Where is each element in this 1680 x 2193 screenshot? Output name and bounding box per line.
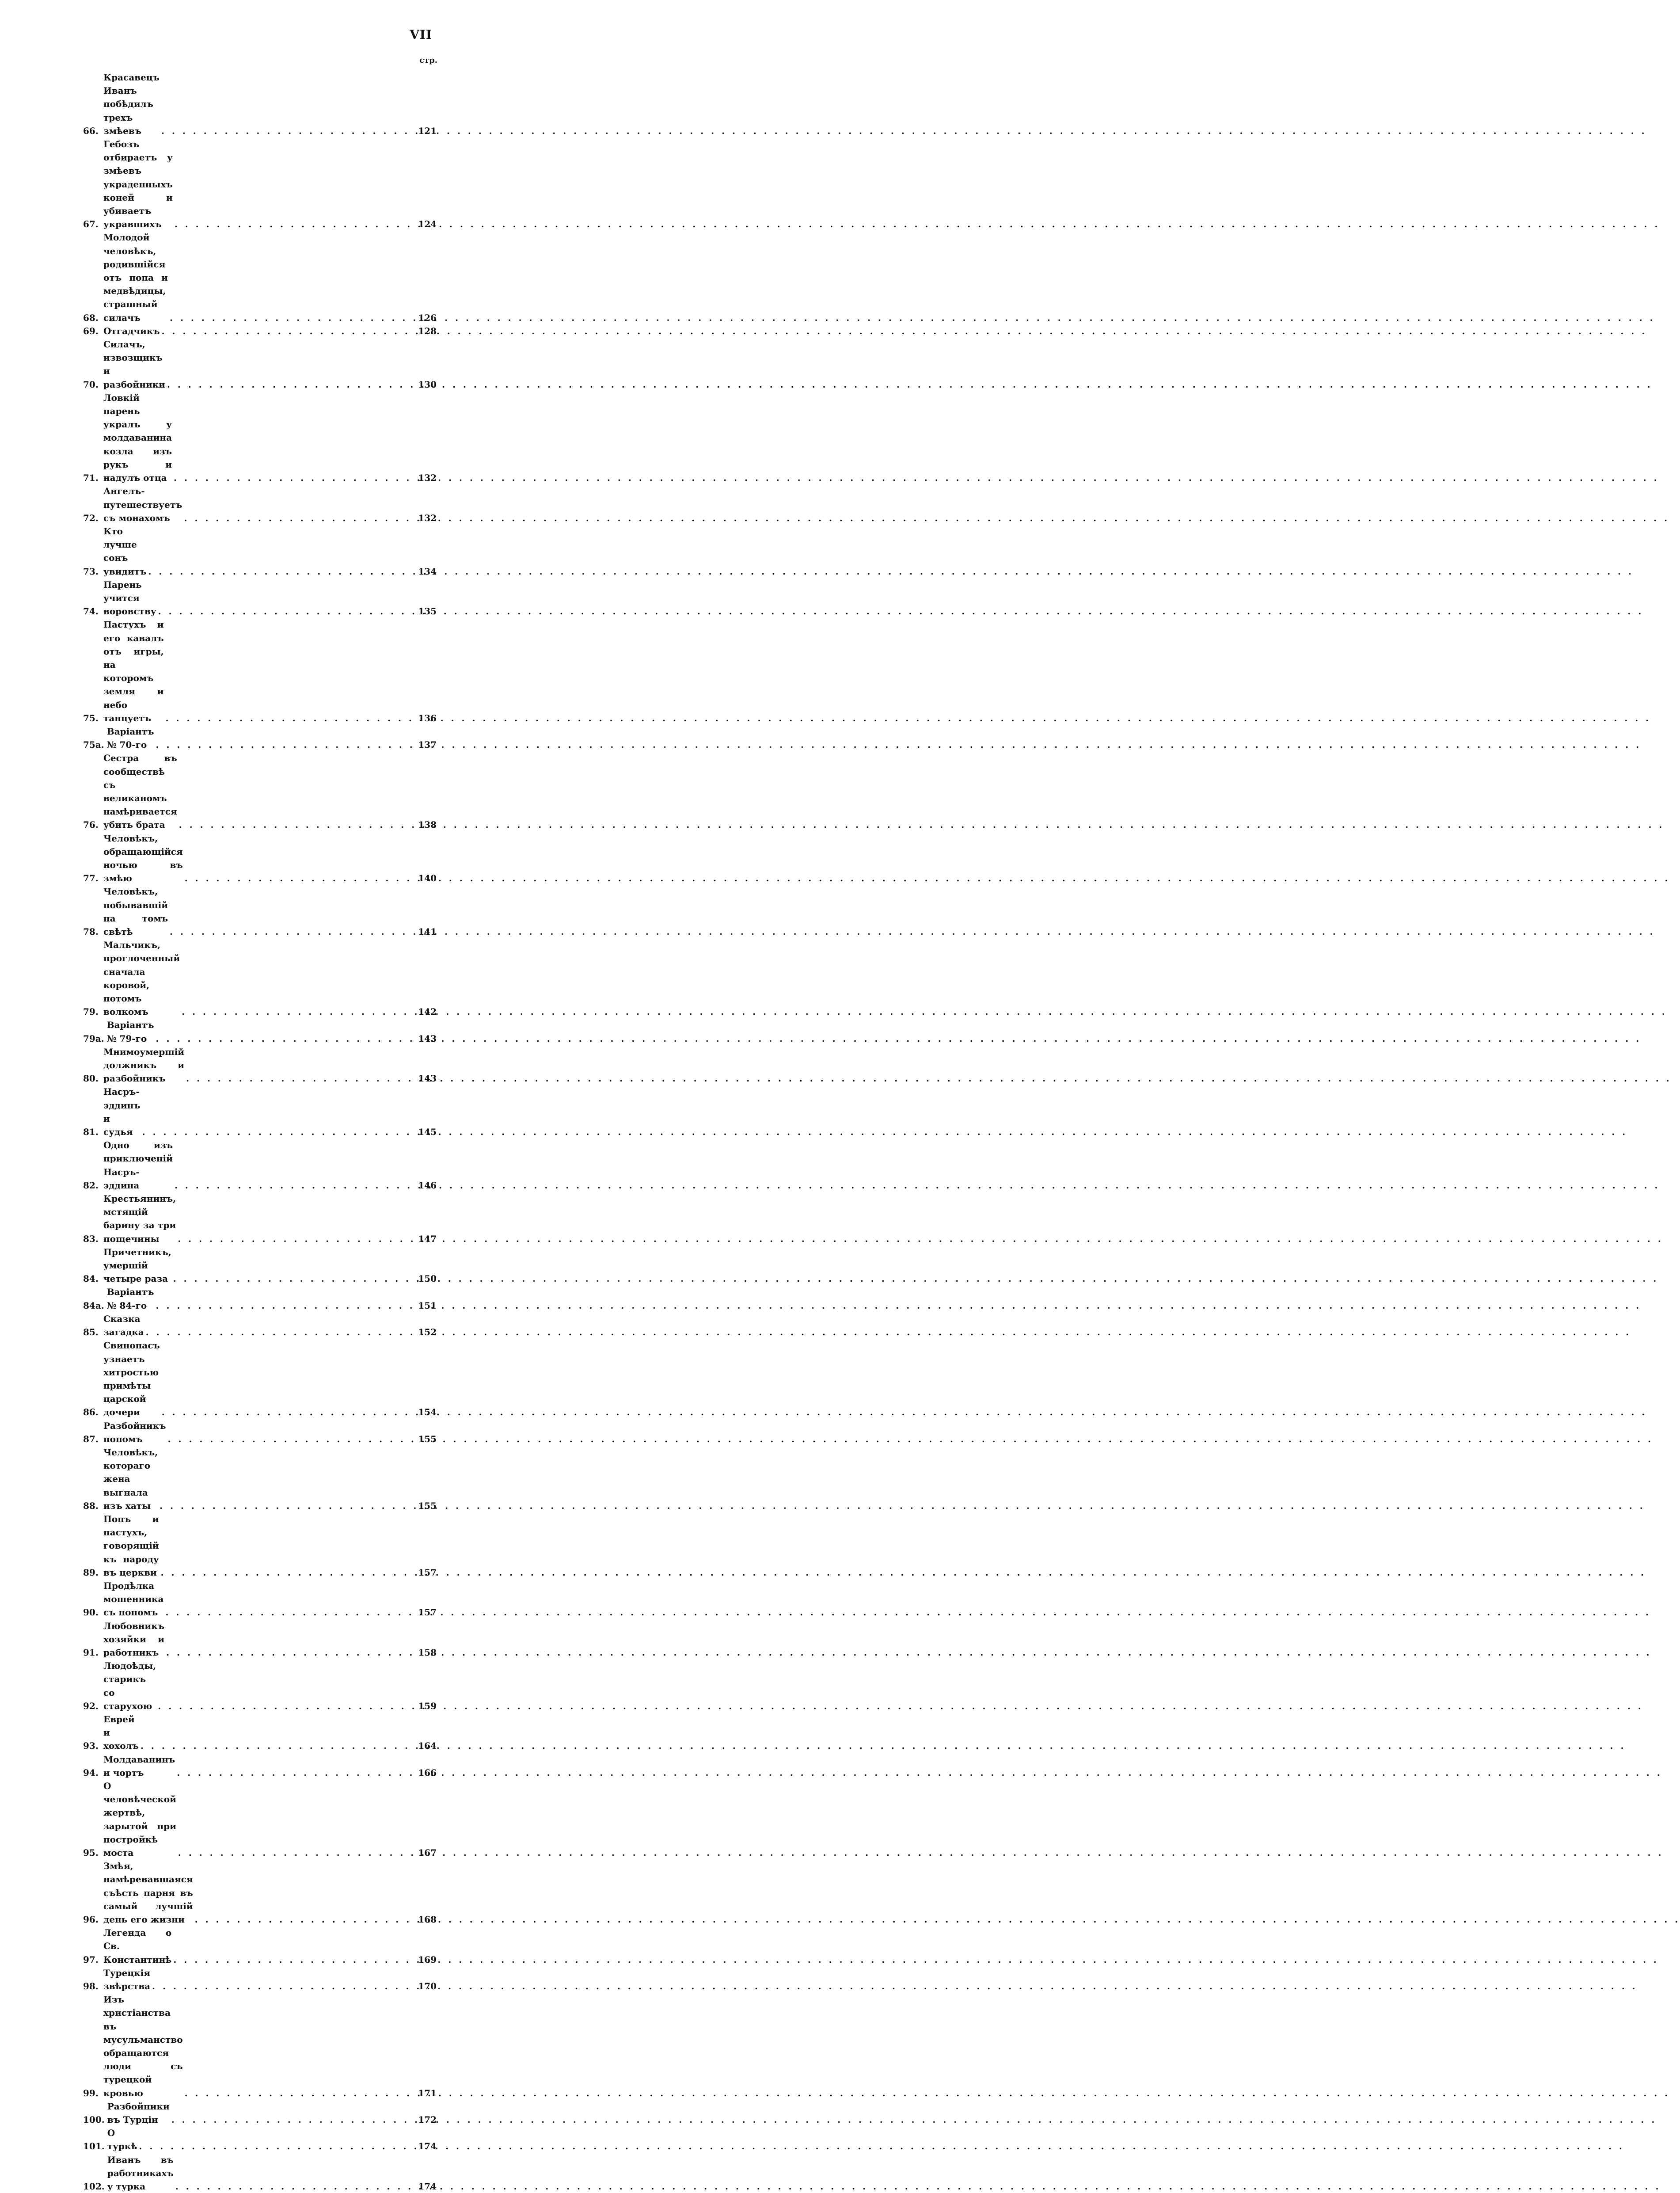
toc-entry-number: 84а. — [83, 1300, 104, 1311]
dot-leader — [170, 311, 416, 324]
dot-leader — [166, 1646, 416, 1659]
toc-entry-title: Свинопасъ узнаетъ хитростью примѣты царской дочери — [103, 1340, 160, 1418]
dot-leader — [162, 1405, 417, 1419]
toc-entry-title: Продѣлка мошенника съ попомъ — [103, 1580, 164, 1618]
toc-entry-page: 157 — [418, 1567, 437, 1578]
toc-entry-title: Одно изъ приключеній Насръ-эддина — [103, 1140, 173, 1191]
toc-entry-number: 81. — [83, 1127, 99, 1138]
toc-entry-number: 96. — [83, 1914, 99, 1925]
toc-entry — [83, 1619, 437, 1660]
toc-entry-number: 100. — [83, 2114, 105, 2125]
toc-entry-body — [103, 338, 418, 391]
toc-entry-body — [103, 1859, 418, 1926]
toc-entry — [83, 1713, 437, 1753]
dot-leader — [175, 2180, 416, 2193]
toc-entry-page: 164 — [418, 1740, 437, 1751]
toc-entry — [83, 1245, 437, 1286]
toc-entry-number: 71. — [83, 472, 99, 484]
toc-entry-body — [103, 391, 418, 484]
toc-entry — [83, 1018, 437, 1045]
toc-entry-page: 157 — [418, 1607, 437, 1618]
toc-entry-title: Насръ-эддинъ и судья — [103, 1086, 141, 1138]
dot-leader — [161, 124, 416, 137]
toc-entry-title: Попъ и пастухъ, говорящій къ народу въ церкви — [103, 1513, 159, 1578]
toc-entry-page: 146 — [418, 1180, 437, 1191]
toc-entry — [83, 1926, 437, 1966]
dot-leader — [177, 1766, 416, 1779]
dot-leader — [162, 324, 417, 338]
toc-entry-number: 93. — [83, 1740, 99, 1751]
toc-entry-title: О человѣческой жертвѣ, зарытой при постройкѣ моста — [103, 1781, 176, 1858]
toc-entry-number: 94. — [83, 1767, 99, 1778]
toc-entry — [83, 1285, 437, 1312]
toc-entry-number: 88. — [83, 1500, 99, 1511]
toc-entry-body — [107, 2126, 418, 2153]
toc-entry-body — [103, 1446, 418, 1512]
toc-entry-body — [103, 484, 418, 525]
table-of-contents — [83, 71, 437, 2193]
toc-entry-body — [103, 71, 418, 137]
toc-entry-body — [103, 1926, 418, 1966]
toc-entry-body — [103, 1779, 418, 1859]
toc-entry-title: Человѣкъ, обращающійся ночью въ змѣю — [103, 833, 183, 884]
dot-leader — [158, 1699, 416, 1713]
toc-entry-page: 174 — [418, 2141, 437, 2152]
dot-leader — [173, 1272, 417, 1285]
toc-entry-body — [103, 1085, 418, 1138]
toc-entry-page: 128 — [418, 325, 437, 336]
toc-entry-body — [103, 137, 418, 231]
toc-entry-page: 166 — [418, 1767, 437, 1778]
dot-leader — [173, 1953, 416, 1966]
toc-entry-number: 95. — [83, 1847, 99, 1858]
toc-entry-body — [103, 751, 418, 831]
dot-leader — [182, 1005, 416, 1018]
toc-entry — [83, 71, 437, 137]
toc-entry-number: 90. — [83, 1607, 99, 1618]
toc-entry-body — [103, 1993, 418, 2100]
toc-entry-body — [103, 1312, 418, 1339]
toc-entry-page: 137 — [418, 739, 437, 750]
toc-entry-title: Людоѣды, старикъ со старухою — [103, 1660, 156, 1711]
toc-entry-body — [103, 324, 418, 338]
toc-entry-number: 85. — [83, 1327, 99, 1338]
toc-entry — [83, 1045, 437, 1085]
toc-entry-body — [103, 1419, 418, 1446]
dot-leader — [184, 511, 417, 525]
toc-entry-page: 136 — [418, 712, 437, 723]
toc-entry-number: 83. — [83, 1233, 99, 1244]
dot-leader — [195, 1913, 417, 1926]
toc-entry — [83, 1512, 437, 1579]
toc-entry-title: Мальчикъ, проглоченный сначала коровой, потомъ волкомъ — [103, 940, 180, 1017]
toc-entry-title: Силачъ, извозщикъ и разбойники — [103, 339, 165, 390]
page-column-label: стр. — [419, 56, 437, 65]
toc-entry-title: Человѣкъ, котораго жена выгнала изъ хаты — [103, 1447, 158, 1511]
toc-entry-title: О туркѣ — [107, 2128, 137, 2152]
toc-entry-page: 158 — [418, 1647, 437, 1658]
toc-entry-number: 70. — [83, 379, 99, 390]
toc-entry-number: 79. — [83, 1006, 99, 1017]
toc-entry-page: 143 — [418, 1033, 437, 1044]
toc-entry-page: 130 — [418, 379, 437, 390]
toc-entry-title: Разбойникъ попомъ — [103, 1420, 166, 1444]
toc-entry-body — [103, 1966, 418, 1993]
dot-leader — [168, 1432, 417, 1446]
toc-entry-title: Сестра въ сообществѣ съ великаномъ намѣривается убить брата — [103, 753, 177, 830]
dot-leader — [156, 1299, 417, 1312]
toc-entry-body — [103, 938, 418, 1018]
toc-entry-page: 143 — [418, 1073, 437, 1084]
toc-entry-number: 66. — [83, 125, 99, 136]
dot-leader — [175, 217, 416, 231]
toc-entry-page: 135 — [418, 606, 437, 617]
toc-entry-title: Крестьянинъ, мстящій барину за три пощечины — [103, 1193, 176, 1244]
dot-leader — [141, 1739, 416, 1752]
dot-leader — [174, 471, 416, 484]
toc-entry-page: 132 — [418, 512, 437, 523]
toc-entry-page: 152 — [418, 1327, 437, 1338]
toc-entry-page: 147 — [418, 1233, 437, 1244]
toc-entry — [83, 1659, 437, 1713]
toc-entry-page: 124 — [418, 219, 437, 230]
toc-entry — [83, 1579, 437, 1619]
toc-entry-body — [103, 1245, 418, 1286]
toc-entry — [83, 1753, 437, 1779]
dot-leader — [165, 1606, 416, 1619]
toc-entry-title: Иванъ въ работникахъ у турка — [107, 2154, 174, 2192]
toc-entry-number: 78. — [83, 926, 99, 937]
toc-entry — [83, 2153, 437, 2193]
toc-entry — [83, 1779, 437, 1859]
dot-leader — [161, 1566, 417, 1579]
toc-entry-page: 169 — [418, 1954, 437, 1965]
toc-entry-body — [107, 2100, 418, 2126]
toc-entry-number: 87. — [83, 1433, 99, 1444]
toc-entry-page: 159 — [418, 1700, 437, 1711]
toc-entry-number: 79а. — [83, 1033, 104, 1044]
toc-entry-number: 75. — [83, 712, 99, 723]
dot-leader — [179, 818, 416, 831]
toc-entry-title: Изъ христіанства въ мусульманство обращаются люди съ турецкой кровью — [103, 1994, 183, 2098]
dot-leader — [160, 1499, 416, 1512]
toc-entry-body — [103, 1339, 418, 1419]
toc-entry — [83, 1446, 437, 1512]
toc-entry-body — [103, 231, 418, 324]
toc-entry-page: 151 — [418, 1300, 437, 1311]
toc-entry — [83, 1312, 437, 1339]
toc-entry-page: 170 — [418, 1981, 437, 1992]
toc-entry-number: 75а. — [83, 739, 104, 750]
toc-entry-title: Еврей и хохолъ — [103, 1713, 139, 1751]
toc-entry-page: 154 — [418, 1407, 437, 1418]
toc-entry — [83, 1192, 437, 1245]
toc-entry-number: 82. — [83, 1180, 99, 1191]
dot-leader — [170, 925, 416, 938]
toc-entry-page: 145 — [418, 1127, 437, 1138]
toc-entry-page: 167 — [418, 1847, 437, 1858]
toc-entry-body — [107, 1285, 418, 1312]
toc-entry-body — [103, 1512, 418, 1579]
toc-entry-page: 171 — [418, 2087, 437, 2098]
toc-entry-number: 86. — [83, 1407, 99, 1418]
toc-entry-title: Красавецъ Иванъ побѣдилъ трехъ змѣевъ — [103, 72, 160, 136]
toc-entry-number: 92. — [83, 1700, 99, 1711]
dot-leader — [171, 2113, 417, 2126]
toc-entry-title: Легенда о Св. Константинѣ — [103, 1927, 172, 1965]
toc-entry — [83, 391, 437, 484]
toc-entry-number: 68. — [83, 312, 99, 323]
toc-entry-title: Ангелъ-путешествуетъ съ монахомъ — [103, 486, 182, 523]
toc-entry-page: 141 — [418, 926, 437, 937]
page-number: VII — [410, 27, 432, 42]
dot-leader — [142, 1125, 417, 1138]
toc-entry-title: Молдаванинъ и чортъ — [103, 1754, 175, 1778]
toc-entry-title: Разбойники въ Турціи — [107, 2101, 170, 2125]
dot-leader — [146, 1325, 417, 1339]
toc-entry-title: Парень учится воровству — [103, 579, 156, 617]
toc-entry-body — [103, 618, 418, 725]
dot-leader — [156, 738, 417, 751]
toc-entry-number: 72. — [83, 512, 99, 523]
toc-entry — [83, 231, 437, 324]
toc-entry — [83, 578, 437, 618]
toc-entry-body — [103, 1045, 418, 1085]
toc-entry — [83, 1085, 437, 1138]
toc-entry-page: 140 — [418, 873, 437, 884]
dot-leader — [185, 2086, 417, 2100]
toc-entry-title: Сказка загадка — [103, 1313, 144, 1338]
dot-leader — [139, 2140, 416, 2153]
toc-entry — [83, 618, 437, 725]
toc-entry-title: Варіантъ № 70-го — [106, 726, 154, 750]
toc-entry — [83, 338, 437, 391]
toc-entry-number: 74. — [83, 606, 99, 617]
toc-entry-body — [103, 1753, 418, 1779]
dot-leader — [178, 1846, 416, 1859]
toc-entry — [83, 751, 437, 831]
toc-entry-body — [107, 725, 418, 751]
dot-leader — [175, 1179, 416, 1192]
toc-entry — [83, 725, 437, 751]
dot-leader — [148, 565, 416, 578]
toc-entry — [83, 2100, 437, 2126]
toc-entry-body — [103, 578, 418, 618]
toc-entry-title: Турецкія звѣрства — [103, 1967, 151, 1992]
toc-entry-number: 67. — [83, 219, 99, 230]
dot-leader — [186, 1072, 416, 1085]
toc-entry-body — [103, 885, 418, 938]
toc-entry-body — [103, 1138, 418, 1192]
toc-entry-title: Пастухъ и его кавалъ отъ игры, на которомъ земля и небо танцуетъ — [103, 619, 164, 723]
toc-entry — [83, 2126, 437, 2153]
toc-entry — [83, 1966, 437, 1993]
toc-entry-number: 73. — [83, 566, 99, 577]
toc-entry-number: 84. — [83, 1273, 99, 1284]
toc-entry-number: 99. — [83, 2087, 99, 2098]
toc-entry-body — [103, 1579, 418, 1619]
toc-entry-body — [107, 1018, 418, 1045]
toc-entry-number: 97. — [83, 1954, 99, 1965]
toc-entry-number: 101. — [83, 2141, 105, 2152]
toc-entry-number: 80. — [83, 1073, 99, 1084]
toc-entry-number: 76. — [83, 819, 99, 830]
toc-entry-title: Гебозъ отбираетъ у змѣевъ украденныхъ коней и убиваетъ укравшихъ — [103, 139, 173, 230]
toc-entry-page: 155 — [418, 1500, 437, 1511]
toc-entry-title: Отгадчикъ — [103, 325, 160, 336]
toc-entry — [83, 525, 437, 578]
toc-entry-title: Варіантъ № 79-го — [106, 1020, 154, 1044]
toc-entry-page: 121 — [418, 125, 437, 136]
toc-entry — [83, 938, 437, 1018]
toc-entry-body — [103, 1619, 418, 1660]
dot-leader — [185, 872, 417, 885]
toc-entry-title: Причетникъ, умершій четыре раза — [103, 1246, 171, 1284]
toc-entry — [83, 885, 437, 938]
toc-entry-title: Змѣя, намѣревавшаяся съѣсть парня въ самый лучшій день его жизни — [103, 1861, 193, 1925]
toc-entry-body — [103, 832, 418, 885]
toc-entry-number: 98. — [83, 1981, 99, 1992]
toc-entry-page: 138 — [418, 819, 437, 830]
toc-entry-page: 134 — [418, 566, 437, 577]
toc-entry — [83, 137, 437, 231]
toc-entry — [83, 1859, 437, 1926]
toc-entry-body — [103, 1659, 418, 1713]
toc-entry — [83, 484, 437, 525]
toc-entry-page: 132 — [418, 472, 437, 484]
toc-entry-title: Ловкій парень укралъ у молдаванина козла изъ рукъ и надулъ отца — [103, 392, 172, 484]
toc-entry-body — [107, 2153, 418, 2193]
toc-entry-number: 102. — [83, 2181, 105, 2192]
toc-entry — [83, 1993, 437, 2100]
toc-entry-page: 155 — [418, 1433, 437, 1444]
toc-entry-number: 69. — [83, 325, 99, 336]
toc-entry-page: 150 — [418, 1273, 437, 1284]
toc-entry-number: 89. — [83, 1567, 99, 1578]
toc-entry-page: 172 — [418, 2114, 437, 2125]
toc-entry-title: Любовникъ хозяйки и работникъ — [103, 1620, 165, 1658]
dot-leader — [156, 1032, 417, 1045]
toc-entry-title: Человѣкъ, побывавшій на томъ свѣтѣ — [103, 886, 168, 937]
dot-leader — [166, 712, 417, 725]
toc-entry — [83, 324, 437, 338]
toc-entry-number: 91. — [83, 1647, 99, 1658]
toc-entry-body — [103, 525, 418, 578]
toc-entry-page: 174 — [418, 2181, 437, 2192]
dot-leader — [178, 1232, 416, 1245]
toc-entry — [83, 1339, 437, 1419]
dot-leader — [152, 1980, 416, 1993]
toc-entry-body — [103, 1713, 418, 1753]
toc-entry-title: Кто лучше сонъ увидитъ — [103, 525, 147, 577]
toc-entry-title: Мнимоумершій должникъ и разбойникъ — [103, 1046, 185, 1084]
toc-entry-body — [103, 1192, 418, 1245]
dot-leader — [158, 605, 417, 618]
dot-leader — [167, 378, 416, 391]
toc-entry-page: 126 — [418, 312, 437, 323]
toc-entry — [83, 1138, 437, 1192]
toc-entry-page: 168 — [418, 1914, 437, 1925]
toc-entry-title: Варіантъ № 84-го — [106, 1287, 154, 1311]
toc-entry-number: 77. — [83, 873, 99, 884]
toc-entry-title: Молодой человѣкъ, родившійся отъ попа и медвѣдицы, страшный силачъ — [103, 232, 168, 323]
toc-entry — [83, 832, 437, 885]
toc-entry — [83, 1419, 437, 1446]
toc-entry-page: 142 — [418, 1006, 437, 1017]
